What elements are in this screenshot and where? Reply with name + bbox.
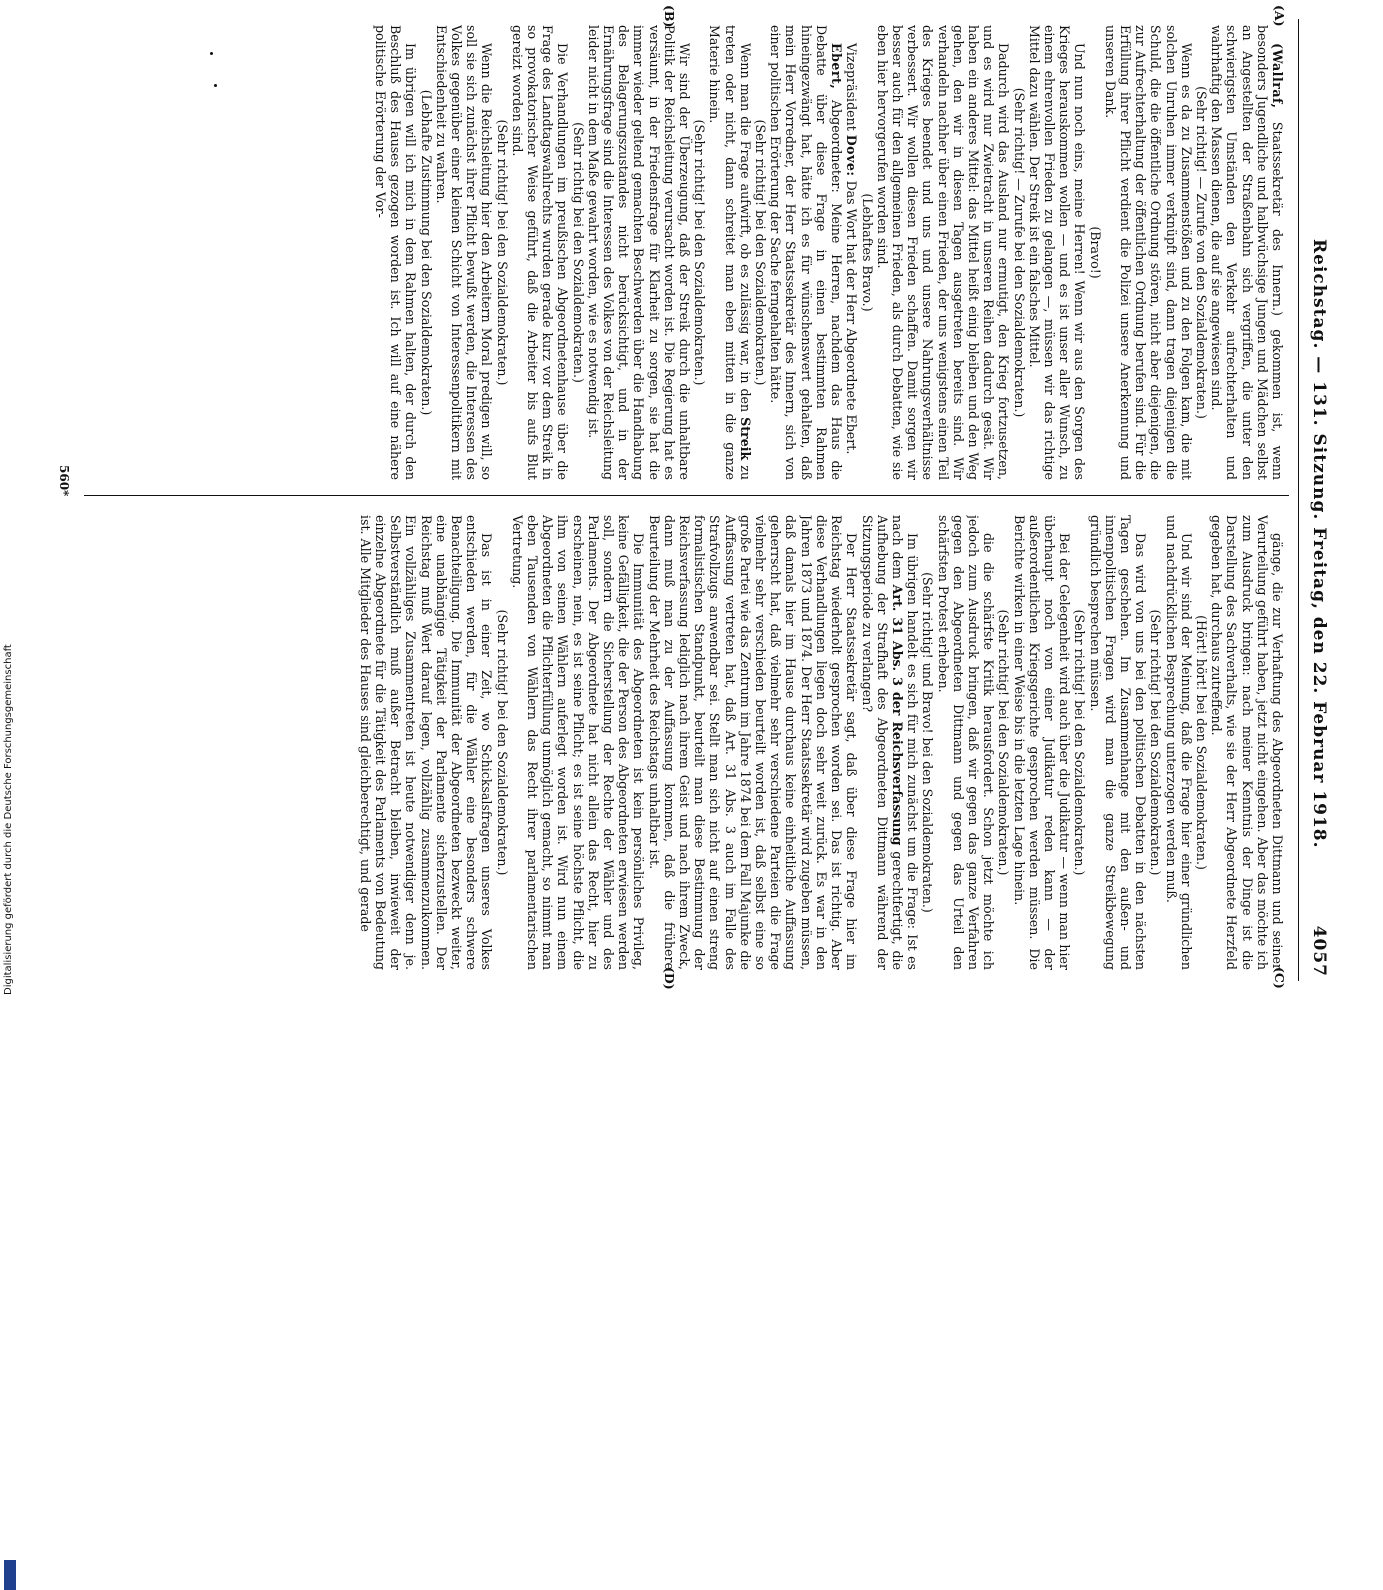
- emphasis-text: Art. 31 Abs. 3 der Reichsverfassung: [889, 584, 905, 846]
- paragraph: Die Immunität des Abgeordneten ist kein persönliches Privileg, keine Gefälligkeit, die der Person des Abgeordneten erwiesen werden soll, sondern die Sicherstellung der Rechte der Wähler und des Parlaments. Der Abgeordnete hat nicht allein das Recht, hier zu erscheinen, nein, es ist seine Pflicht; es ist seine höchste Pflicht, die ihm von seinen Wählern auferlegt worden ist. Wird nun einem Abgeordneten die Pflichterfüllung unmöglich gemacht, so nimmt man eben Tausenden von Wählern das Recht ihrer parlamentarischen Vertretung.: [509, 515, 646, 970]
- stage-direction: (Sehr richtig bei den Sozialdemokraten.): [570, 122, 586, 383]
- stage-direction: (Sehr richtig! — Zurufe bei den Sozialdemokraten.): [1011, 87, 1027, 418]
- speck-mark: [214, 84, 217, 87]
- stage-direction: (Lebhafte Zustimmung bei den Sozialdemokraten.): [418, 89, 434, 416]
- margin-mark-b: (B): [661, 5, 677, 28]
- paragraph: Das ist in einer Zeit, wo Schicksalsfragen unseres Volkes entschieden werden, für die Wähler eine besonders schwere Benachteiligung. Die Immunität der Abgeordneten bezweckt weiter, eine unabhängige Tätigkeit der Parlamente sicherzustellen. Der Reichstag muß Wert darauf legen, vollzählig zusammenzukommen. Ein vollzähliges Zusammentreten ist heute notwendiger denn je. Selbstverständlich muß außer Betracht bleiben, inwieweit der einzelne Abgeordnete für die Tätigkeit des Parlaments von Bedeutung ist. Alle Mitglieder des Hauses sind gleichberechtigt, und gerade: [357, 515, 494, 970]
- paragraph: gänge, die zur Verhaftung des Abgeordneten Dittmann und seiner Verurteilung geführt haben, jetzt nicht eingehen. Aber das möchte ich zum Ausdruck bringen: nach meiner Kenntnis der Dinge ist die Darstellung des Sachverhalts, wie sie der Herr Abgeordnete Herzfeld gegeben hat, durchaus zutreffend.: [1208, 515, 1285, 970]
- stage-direction: (Sehr richtig! bei den Sozialdemokraten.): [494, 119, 510, 386]
- left-text-column: [85, 25, 1285, 480]
- sheet-number: 560*: [56, 465, 71, 497]
- paragraph: Wir sind der Überzeugung, daß der Streik durch die unhaltbare Politik der Reichsleitung verursacht worden ist. Die Regierung hat es versäumt, in der Friedensfrage für Klarheit zu sorgen, sie hat die immer wieder geltend gemachten Beschwerden über die Handhabung des Belagerungszustandes nicht berücksichtigt, und in der Ernährungsfrage sind die Interessen des Volkes von der Reichsleitung leider nicht in dem Maße gewahrt worden, wie es notwendig ist.: [585, 25, 692, 480]
- speaker-name: Dove:: [843, 134, 859, 177]
- stage-direction: (Sehr richtig! — Zurufe von den Sozialdemokraten.): [1193, 86, 1209, 419]
- paragraph: Das wird von uns bei den politischen Debatten in den nächsten Tagen geschehen. Im Zusammenhange mit den außen- und innenpolitischen Fragen wird man die ganze Streikbewegung gründlich besprechen müssen.: [1087, 515, 1148, 970]
- paragraph: Und nun noch eins, meine Herren! Wenn wir aus den Sorgen des Krieges herauskommen wollen — und es ist unser aller Wunsch, zu einem ehrenvollen Frieden zu gelangen —, müssen wir das richtige Mittel dazu wählen. Der Streik ist ein falsches Mittel.: [1026, 25, 1087, 480]
- stage-direction: (Sehr richtig! bei den Sozialdemokraten.): [1147, 609, 1163, 876]
- page-number: 4057: [1308, 925, 1329, 977]
- header-title: Reichstag. — 131. Sitzung. Freitag, den 22. Februar 1918.: [1308, 239, 1329, 849]
- paragraph: Und wir sind der Meinung, daß die Frage hier einer gründlichen und nachdrücklichen Besprechung unterzogen werden muß.: [1163, 515, 1194, 970]
- stage-direction: (Sehr richtig! bei den Sozialdemokraten.): [995, 609, 1011, 876]
- stage-direction: (Hört! hört! bei den Sozialdemokraten.): [1193, 615, 1209, 870]
- paragraph: Wenn man die Frage aufwirft, ob es zulässig war, in den Streik zu treten oder nicht, dann schreitet man eben mitten in die ganze Materie hinein.: [706, 25, 753, 480]
- paragraph: Im übrigen will ich mich in dem Rahmen halten, der durch den Beschluß des Hauses gezogen worden ist. Ich will auf eine nähere politische Erörterung der Vor-: [372, 25, 418, 480]
- stage-direction: (Lebhaftes Bravo.): [859, 193, 875, 312]
- paragraph: Wenn es da zu Zusammenstößen und zu den Folgen kam, die mit solchen Unruhen immer verknüpft sind, dann tragen diejenigen die Schuld, die die öffentliche Ordnung stören, nicht aber diejenigen, die zur Aufrechterhaltung der öffentlichen Ordnung berufen sind. Für die Erfüllung ihrer Pflicht verdient die Polizei unsere Anerkennung und unseren Dank.: [1102, 25, 1194, 480]
- speck-mark: [210, 52, 213, 55]
- stage-direction: (Sehr richtig! bei den Sozialdemokraten.): [494, 609, 510, 876]
- paragraph: die die schärfste Kritik herausfordert. Schon jetzt möchte ich jedoch zum Ausdruck bringen, daß wir gegen das ganze Verfahren gegen den Abgeordneten Dittmann und gegen das Urteil den schärfsten Protest erheben.: [935, 515, 996, 970]
- rotated-document-sheet: [47, 5, 1337, 995]
- paragraph: Wenn die Reichsleitung hier den Arbeitern Moral predigen will, so soll sie sich zunächst ihrer Pflicht bewußt werden, die Interessen des Volkes gegenüber einer kleinen Schicht von Interessenpolitikern mit Entschiedenheit zu wahren.: [433, 25, 494, 480]
- stage-direction: (Bravo!): [1087, 226, 1103, 279]
- right-text-column: [85, 515, 1285, 970]
- paragraph: Der Herr Staatssekretär sagt, daß über diese Frage hier im Reichstag wiederholt gesprochen worden sei. Das ist richtig. Aber diese Verhandlungen liegen doch sehr weit zurück. Es war in den Jahren 1873 und 1874. Der Herr Staatssekretär wird zugeben müssen, daß damals hier im Hause durchaus keine einheitliche Auffassung geherrscht hat, daß vielmehr sehr verschiedene Parteien die Frage vielmehr sehr verschieden beurteilt worden ist, daß selbst eine so große Partei wie das Zentrum im Jahre 1874 bei dem Fall Majunke die Auffassung vertreten hat, daß Art. 31 Abs. 3 auch im Falle des Strafvollzugs anwendbar sei. Stellt man sich nicht auf einen streng formalistischen Standpunkt, beurteilt man diese Bestimmung der Reichsverfassung lediglich nach ihrem Geist und nach ihrem Zweck, dann muß man zu der Auffassung kommen, daß die frühere Beurteilung der Mehrheit des Reichstags unhaltbar ist.: [646, 515, 859, 970]
- column-divider: [84, 495, 1289, 496]
- paragraph: (Wallraf, Staatssekretär des Innern.) gekommen ist, wenn besonders Jugendliche und halbwüchsige Jungen und Mädchen selbst an Angestellten der Straßenbahn sich vergriffen, die unter den schwierigsten Umständen den Verkehr aufrechterhalten und wahrhaftig den Massen dienen, die auf sie angewiesen sind.: [1208, 25, 1285, 480]
- stage-direction: (Sehr richtig! bei den Sozialdemokraten.): [691, 119, 707, 386]
- stage-direction: (Sehr richtig! und Bravo! bei den Sozialdemokraten.): [919, 572, 935, 913]
- dfg-logo-icon: [4, 1560, 16, 1590]
- margin-mark-d: (D): [661, 967, 677, 990]
- paragraph: Ebert, Abgeordneter: Meine Herren, nachdem das Haus die Debatte über diese Frage in einen bestimmten Rahmen hineingezwängt hat, hätte ich es für wünschenswert gehalten, daß mein Herr Vorredner, der Herr Staatssekretär des Innern, sich von einer politischen Erörterung der Sache ferngehalten hätte.: [767, 25, 844, 480]
- speaker-name: (Wallraf,: [1269, 43, 1285, 109]
- paragraph: Vizepräsident Dove: Das Wort hat der Herr Abgeordnete Ebert.: [843, 43, 859, 455]
- stage-direction: (Sehr richtig! bei den Sozialdemokraten.): [1071, 609, 1087, 876]
- digitization-credit: [3, 600, 17, 995]
- paragraph: Im übrigen handelt es sich für mich zunächst um die Frage: Ist es nach dem Art. 31 Abs. 3 der Reichsverfassung gerechtfertigt, die Aufhebung der Strafhaft des Abgeordneten Dittmann während der Sitzungsperiode zu verlangen?: [859, 515, 920, 970]
- stage-direction: (Sehr richtig! bei den Sozialdemokraten.): [752, 119, 768, 386]
- margin-mark-c: (C): [1271, 967, 1287, 989]
- paragraph: Bei der Gelegenheit wird auch über die Judikatur — wenn man hier überhaupt noch von einer Judikatur reden kann — der außerordentlichen Kriegsgerichte gesprochen werden müssen. Die Berichte wirken in einer Weise bis in die letzten Lage hinein.: [1011, 515, 1072, 970]
- paragraph: Dadurch wird das Ausland nur ermutigt, den Krieg fortzusetzen, und es wird nur Zwietracht in unseren Reihen dadurch gesät. Wir haben ein anderes Mittel: das Mittel heißt einig bleiben und den Weg gehen, den wir in diesen Tagen ausgetreten bereits sind. Wir verhandeln nachher über einen Frieden, der uns wenigstens einen Teil des Krieges beendet und uns und unsere Nahrungsverhältnisse verbessert. Wir wollen diesen Frieden schaffen. Damit sorgen wir besser auch für den allgemeinen Frieden, als durch Debatten, wie sie eben hier hervorgerufen worden sind.: [874, 25, 1011, 480]
- page-header: [1298, 19, 1333, 981]
- margin-mark-a: (A): [1271, 5, 1287, 27]
- speaker-name: Ebert,: [828, 43, 844, 90]
- emphasis-text: Streik: [737, 417, 753, 461]
- digitization-credit-text: Digitalisierung gefördert durch die Deutsche Forschungsgemeinschaft: [3, 644, 14, 995]
- paragraph: Die Verhandlungen im preußischen Abgeordnetenhause über die Frage des Landtagswahlrechts wurden gerade kurz vor dem Streik in so provokatorischer Weise geführt, daß die Arbeiter bis aufs Blut gereizt worden sind.: [509, 25, 570, 480]
